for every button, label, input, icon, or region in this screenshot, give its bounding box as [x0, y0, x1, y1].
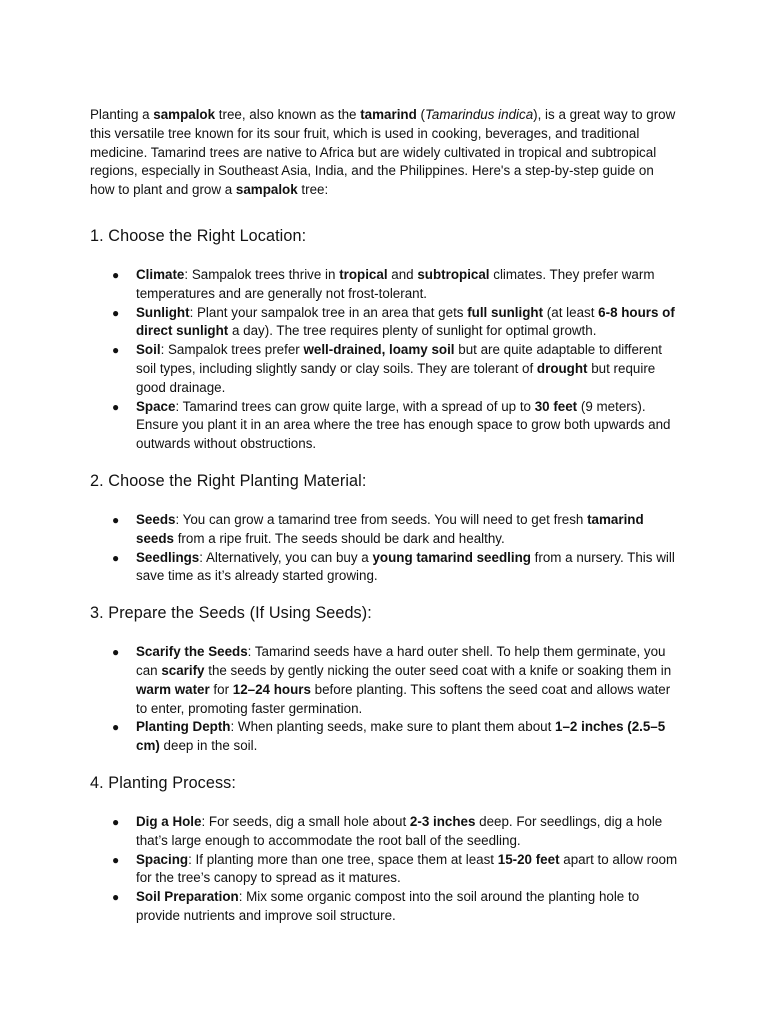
- text-run: tree:: [297, 182, 329, 198]
- bullet-icon: ●: [112, 267, 120, 282]
- bold-text-run: 30 feet: [534, 398, 578, 414]
- text-run: for: [209, 681, 233, 697]
- text-run: from a nursery. This will save time as it’s already started growing.: [136, 549, 675, 584]
- bold-text-run: well-drained, loamy soil: [303, 342, 455, 358]
- text-run: and: [387, 266, 418, 282]
- text-run: tree, also known as the: [215, 107, 361, 122]
- bold-text-run: drought: [536, 360, 588, 376]
- bold-text-run: full sunlight: [467, 304, 544, 320]
- list-item: [90, 718, 682, 756]
- bold-text-run: Soil: [136, 342, 161, 358]
- bold-text-run: tropical: [339, 266, 388, 282]
- section-3: [90, 603, 682, 756]
- section-heading: 3. Prepare the Seeds (If Using Seeds):: [90, 604, 372, 623]
- bullet-list: [90, 511, 682, 586]
- list-item: [90, 549, 682, 587]
- bullet-icon: ●: [112, 852, 120, 867]
- bold-text-run: Climate: [136, 266, 185, 282]
- text-run: deep in the soil.: [159, 738, 258, 754]
- text-run: : Sampalok trees prefer: [160, 342, 304, 358]
- text-run: before planting. This softens the seed coat and allows water to enter, promoting faster germination.: [136, 681, 671, 716]
- bold-text-run: Scarify the Seeds: [136, 644, 248, 660]
- list-item: [90, 266, 682, 304]
- text-run: but are quite adaptable to different soil types, including slightly sandy or clay soils. They are tolerant of: [136, 342, 662, 376]
- bold-text-run: Sunlight: [136, 304, 190, 320]
- text-run: : Alternatively, you can buy a: [199, 549, 373, 565]
- bold-text-run: tamarind: [360, 107, 417, 122]
- bullet-icon: ●: [112, 814, 120, 829]
- list-item: [90, 398, 682, 454]
- bold-text-run: subtropical: [417, 266, 490, 282]
- section-4: [90, 773, 682, 926]
- text-run: from a ripe fruit. The seeds should be dark and healthy.: [173, 530, 505, 546]
- text-run: deep. For seedlings, dig a hole that’s large enough to accommodate the root ball of the seedling.: [136, 813, 663, 848]
- text-run: : Plant your sampalok tree in an area that gets: [189, 304, 468, 320]
- bullet-icon: ●: [112, 305, 120, 320]
- bold-text-run: 15-20 feet: [497, 851, 560, 867]
- list-item: [90, 341, 682, 397]
- text-run: (9 meters). Ensure you plant it in an area where the tree has enough space to grow both upwards and outwards without obstructions.: [136, 398, 671, 452]
- text-run: : Tamarind trees can grow quite large, with a spread of up to: [175, 398, 535, 414]
- bullet-icon: ●: [112, 399, 120, 414]
- bullet-icon: ●: [112, 512, 120, 527]
- bold-text-run: Spacing: [136, 851, 189, 867]
- section-2: [90, 471, 682, 586]
- sections-container: [90, 226, 682, 926]
- bold-text-run: 1–2 inches (2.5–5 cm): [136, 719, 666, 754]
- section-1: [90, 226, 682, 454]
- italic-text-run: Tamarindus indica: [424, 107, 534, 122]
- text-run: : Mix some organic compost into the soil around the planting hole to provide nutrients and improve soil structure.: [136, 889, 640, 923]
- bullet-icon: ●: [112, 890, 120, 905]
- text-run: apart to allow room for the tree’s canopy to spread as it matures.: [136, 851, 678, 886]
- bold-text-run: tamarind seeds: [136, 511, 644, 546]
- text-run: climates. They prefer warm temperatures and are generally not frost-tolerant.: [136, 266, 655, 301]
- bold-text-run: 12–24 hours: [232, 681, 311, 697]
- text-run: : Sampalok trees thrive in: [184, 266, 340, 282]
- bullet-icon: ●: [112, 343, 120, 358]
- bold-text-run: young tamarind seedling: [372, 549, 531, 565]
- list-item: [90, 643, 682, 718]
- text-run: the seeds by gently nicking the outer seed coat with a knife or soaking them in: [204, 662, 672, 678]
- bullet-list: [90, 813, 682, 926]
- list-item: [90, 851, 682, 889]
- text-run: : You can grow a tamarind tree from seeds. You will need to get fresh: [175, 511, 588, 527]
- bold-text-run: 2-3 inches: [409, 813, 476, 829]
- list-item: [90, 888, 682, 926]
- bold-text-run: Space: [136, 398, 176, 414]
- list-item: [90, 813, 682, 851]
- bold-text-run: 6-8 hours of direct sunlight: [136, 304, 675, 339]
- bullet-icon: ●: [112, 550, 120, 565]
- section-heading: 2. Choose the Right Planting Material:: [90, 471, 367, 490]
- bold-text-run: Dig a Hole: [136, 813, 202, 829]
- text-run: : When planting seeds, make sure to plant them about: [230, 719, 556, 735]
- section-heading: 1. Choose the Right Location:: [90, 226, 307, 245]
- bold-text-run: Planting Depth: [136, 719, 231, 735]
- section-heading: 4. Planting Process:: [90, 773, 236, 792]
- text-run: but require good drainage.: [136, 360, 656, 395]
- text-run: Planting a: [90, 107, 154, 122]
- bullet-list: [90, 643, 682, 756]
- text-run: a day). The tree requires plenty of sunlight for optimal growth.: [228, 323, 597, 339]
- bold-text-run: Seeds: [136, 511, 176, 527]
- bold-text-run: Soil Preparation: [136, 889, 239, 905]
- bold-text-run: scarify: [161, 662, 205, 678]
- text-run: (at least: [543, 304, 599, 320]
- bullet-icon: ●: [112, 645, 120, 660]
- text-run: : If planting more than one tree, space them at least: [188, 851, 498, 867]
- list-item: [90, 511, 682, 549]
- intro-paragraph: [90, 106, 682, 200]
- bullet-list: [90, 266, 682, 454]
- text-run: ), is a great way to grow this versatile tree known for its sour fruit, which is used in cooking, beverages, and traditional medicine. Tamarind trees are native to Africa but are widely cultivated in tropical and subtropical regions, especially in Southeast Asia, India, and the Philippines. Here's a step-by-step guide on how to plant and grow a: [90, 107, 676, 198]
- bold-text-run: sampalok: [235, 182, 298, 198]
- bold-text-run: warm water: [136, 681, 210, 697]
- text-run: : Tamarind seeds have a hard outer shell. To help them germinate, you can: [136, 644, 666, 678]
- bold-text-run: sampalok: [153, 107, 216, 122]
- text-run: : For seeds, dig a small hole about: [201, 813, 410, 829]
- bullet-icon: ●: [112, 720, 120, 735]
- text-run: (: [416, 107, 425, 122]
- bold-text-run: Seedlings: [136, 549, 200, 565]
- list-item: [90, 304, 682, 342]
